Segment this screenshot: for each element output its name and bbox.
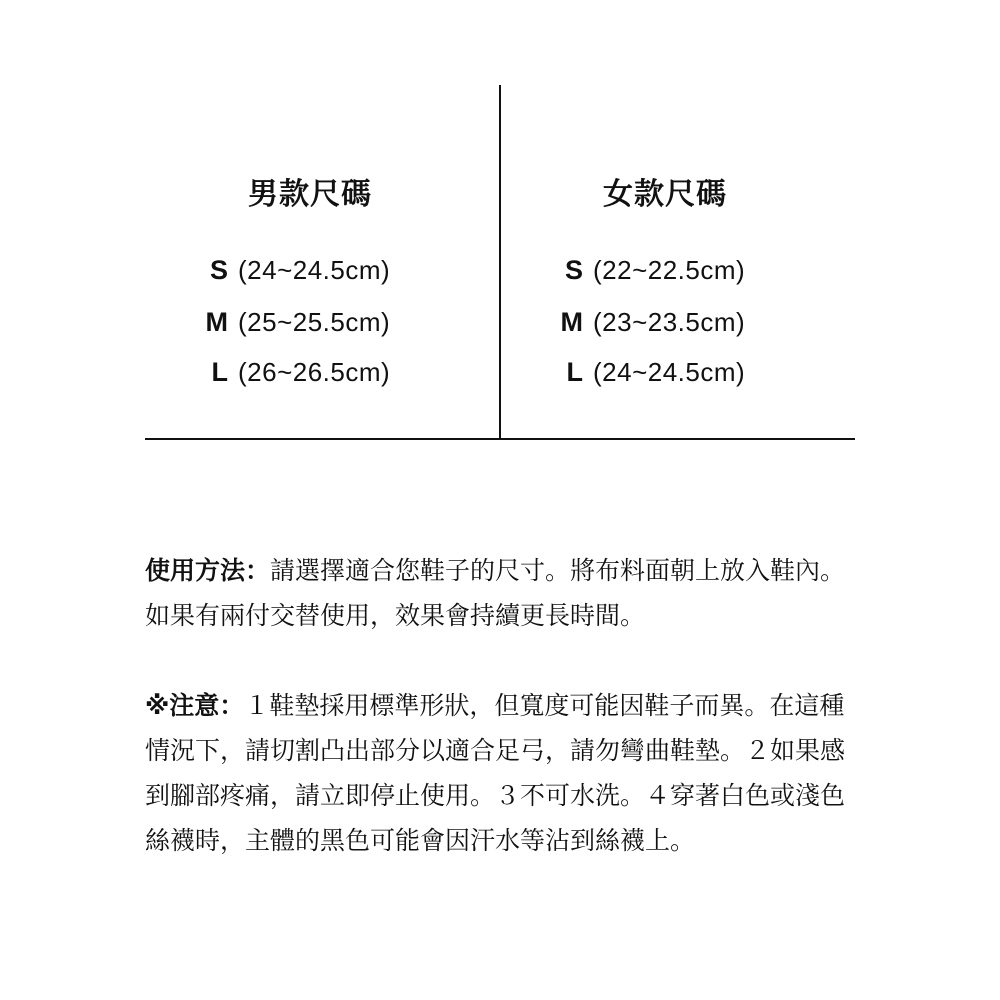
column-divider <box>499 85 501 440</box>
men-size-row-l <box>160 352 460 392</box>
men-size-title: 男款尺碼 <box>248 177 372 212</box>
men-size-column <box>160 170 460 387</box>
men-size-row-m <box>160 302 460 342</box>
size-range: (23~23.5cm) <box>593 307 746 337</box>
size-range: (24~24.5cm) <box>238 255 391 285</box>
caution-heading: ※注意： <box>145 691 245 720</box>
size-range: (22~22.5cm) <box>593 255 746 285</box>
women-size-title: 女款尺碼 <box>603 177 727 212</box>
women-size-row-l <box>515 352 815 392</box>
usage-text: 請選擇適合您鞋子的尺寸。將布料面朝上放入鞋內。如果有兩付交替使用，效果會持續更長時間。 <box>145 556 846 630</box>
size-label: S <box>564 255 583 285</box>
men-size-row-s <box>160 250 460 290</box>
size-label: M <box>560 307 583 337</box>
section-divider <box>145 438 855 440</box>
size-label: S <box>209 255 228 285</box>
usage-heading: 使用方法： <box>145 556 271 585</box>
size-range: (25~25.5cm) <box>238 307 391 337</box>
usage-notes <box>145 548 855 863</box>
size-range: (24~24.5cm) <box>593 357 746 387</box>
size-label: L <box>211 357 228 387</box>
size-label: L <box>566 357 583 387</box>
women-size-row-s <box>515 250 815 290</box>
women-size-column <box>515 170 815 387</box>
caution-notice <box>145 683 855 863</box>
size-range: (26~26.5cm) <box>238 357 391 387</box>
caution-text: １鞋墊採用標準形狀，但寬度可能因鞋子而異。在這種情況下，請切割凸出部分以適合足弓，請勿彎曲鞋墊。２如果感到腳部疼痛，請立即停止使用。３不可水洗。４穿著白色或淺色絲襪時，主體的黑色可能會因汗水等沾到絲襪上。 <box>145 691 846 855</box>
usage-instructions <box>145 548 855 638</box>
size-label: M <box>205 307 228 337</box>
women-size-row-m <box>515 302 815 342</box>
